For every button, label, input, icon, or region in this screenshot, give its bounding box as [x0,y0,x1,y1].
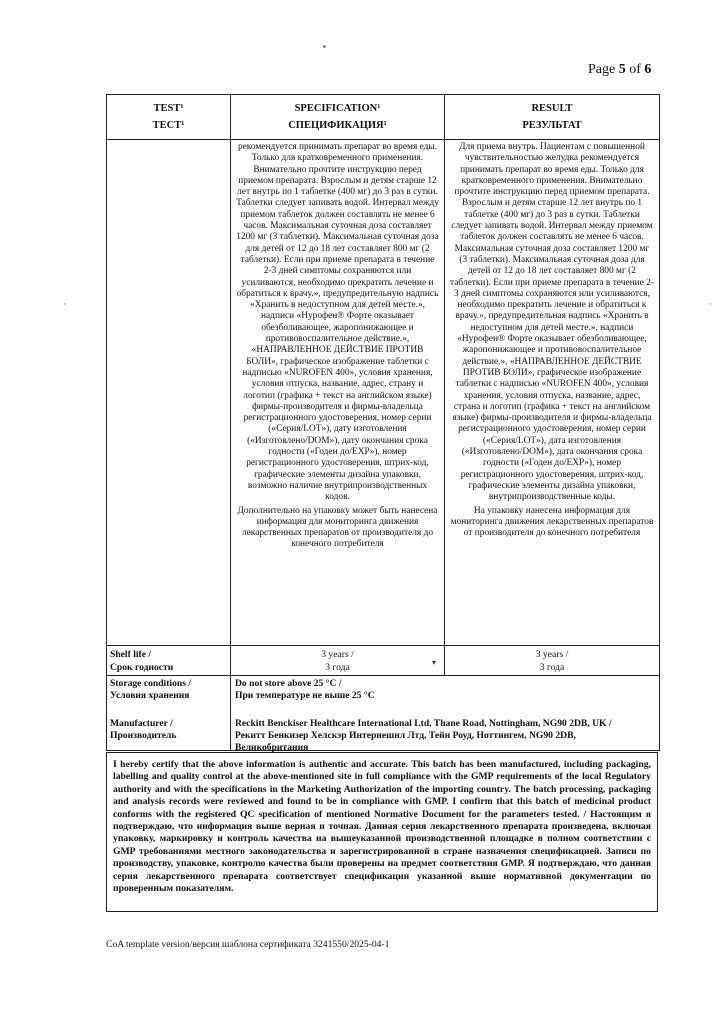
page-of-label: of [629,62,641,77]
certification-statement: I hereby certify that the above information is authentic and accurate. This batch has been manufactured, including packaging, labelling and quality control at the above-mentioned site in full compliance with the GMP requirements of the local Regulatory authority and with the specifications in the Marketing Authorization of the importing country. The batch processing, packaging and analysis records were reviewed and found to be in compliance with GMP. I confirm that this batch of medicinal product conforms with the registered QC specification of mentioned Normative Document for the parameters tested. / Настоящим я подтверждаю, что информация выше верная и точная. Данная серия лекарственного препарата произведена, включая упаковку, маркировку и контроль качества на вышеуказанной производственной площадке в полном соответствии с GMP требованиями местного законодательства и зарегистрированной в стране назначения спецификацией. Записи по производству, упаковке, контролю качества были проверены на предмет соответствия GMP. Я подтверждаю, что данная серия лекарственного препарата соответствует спецификации указанной выше нормативной документации по проверенным показателям. [106,752,658,912]
labelling-row [107,140,659,646]
header-test-en: TEST¹ [153,103,184,114]
manufacturer-value-line1: Reckitt Benckiser Healthcare International Ltd, Thane Road, Nottingham, NG90 2DB, UK / [235,718,612,729]
lower-labels [107,676,231,750]
spec-paragraph: рекомендуется принимать препарат во время еды. Только для кратковременного применения. Внимательно прочтите инструкцию перед приемом препарата. Взрослым и детям старше 12 лет внутрь по 1 таблетке (400 мг) до 3 раз в сутки. Таблетки следует запивать водой. Интервал между приемом таблеток должен составлять не менее 6 часов. Максимальная суточная доза составляет 1200 мг (3 таблетки). Максимальная суточная доза для детей от 12 до 18 лет составляет 800 мг (2 таблетки). Если при приеме препарата в течение 2-3 дней симптомы сохраняются или усиливаются, необходимо прекратить лечение и обратиться к врачу.», предупредительную надпись «Хранить в недоступном для детей месте.», надписи «Нурофен® Форте оказывает обезболивающее, жаропонижающее и противовоспалительное действие.», «НАПРАВЛЕННОЕ ДЕЙСТВИЕ ПРОТИВ БОЛИ», графическое изображение таблетки с надписью «NUROFEN 400», условия хранения, условия отпуска, название, адрес, страну и логотип (графика + текст на английском языке) фирмы-производителя и фирмы-владельца регистрационного удостоверения, номер серии («Серия/LOT»), дату изготовления («Изготовлено/DOM»), дату окончания срока годности («Годен до/EXP»), номер регистрационного удостоверения, штрих-код, графические элементы дизайна упаковки, возможно наличие внутрипроизводственных кодов. [236,142,439,503]
scan-speck: · [63,300,66,309]
labelling-test-cell [107,140,231,645]
page-label: Page [588,62,616,77]
scan-speck: · [709,300,712,309]
result-paragraph: На упаковку нанесена информация для мониторинга движения лекарственных препаратов от производителя до конечного потребителя [450,505,654,539]
shelf-life-result [445,646,659,675]
results-table [106,94,660,751]
header-spec-ru: СПЕЦИФИКАЦИЯ¹ [288,120,387,131]
storage-value-ru: При температуре не выше 25 °C [235,690,375,701]
header-spec-en: SPECIFICATION¹ [294,103,381,114]
shelf-life-label-ru: Срок годности [110,662,174,673]
table-header-row [107,95,659,140]
header-result-ru: РЕЗУЛЬТАТ [522,120,582,131]
labelling-result-cell [445,140,659,645]
shelf-life-spec [231,646,445,675]
header-test [107,95,231,139]
manufacturer-label-ru: Производитель [110,730,177,741]
header-result [445,95,659,139]
manufacturer-value-line2: Рекитт Бенкизер Хелскэр Интернешнл Лтд, Тейн Роуд, Ноттингем, NG90 2DB, [235,730,576,741]
shelf-life-spec-ru: 3 года [325,662,350,673]
storage-label-ru: Условия хранения [110,690,190,701]
manufacturer-value-line3: Великобритания [235,742,309,753]
result-paragraph: Для приема внутрь. Пациентам с повышенной чувствительностью желудка рекомендуется принимать препарат во время еды. Только для кратковременного применения. Внимательно прочтите инструкцию перед приемом препарата. Взрослым и детям старше 12 лет внутрь по 1 таблетке (400 мг) до 3 раз в сутки. Таблетки следует запивать водой. Интервал между приемом таблеток должен составлять не менее 6 часов. Максимальная суточная доза составляет 1200 мг (3 таблетки). Максимальная суточная доза для детей от 12 до 18 лет составляет 800 мг (2 таблетки). Если при приеме препарата в течение 2-3 дней симптомы сохраняются или усиливаются, необходимо прекратить лечение и обратиться к врачу.», предупредительная надпись «Хранить в недоступном для детей месте.», надписи «Нурофен® Форте оказывает обезболивающее, жаропонижающее и противовоспалительное действие.», «НАПРАВЛЕННОЕ ДЕЙСТВИЕ ПРОТИВ БОЛИ», графическое изображение таблетки с надписью «NUROFEN 400», условия хранения, условия отпуска, название, адрес, страна и логотип (графика + текст на английском языке) фирмы-производителя и фирмы-владельца регистрационного удостоверения, номер серии («Серия/LOT»), дата изготовления («Изготовлено/DOM»), дата окончания срока годности («Годен до/EXP»), номер регистрационного удостоверения, штрих-код, графические элементы дизайна упаковки, внутрипроизводственные коды. [450,142,654,503]
template-version-footer: CoA template version/версия шаблона сертификата 3241550/2025-04-1 [106,939,390,950]
spec-paragraph: Дополнительно на упаковку может быть нанесена информация для мониторинга движения лекарственных препаратов от производителя до конечного потребителя [237,505,438,550]
page-current: 5 [618,62,626,77]
scan-speck: ▪ [323,42,326,51]
header-result-en: RESULT [531,103,573,114]
shelf-life-label-en: Shelf life / [110,649,152,660]
scan-speck: ▾ [432,658,437,667]
labelling-spec-cell [231,140,445,645]
shelf-life-result-ru: 3 года [539,662,565,673]
storage-manufacturer-row [107,676,659,753]
storage-label-en: Storage conditions / [110,678,192,689]
header-test-ru: ТЕСТ¹ [152,120,185,131]
shelf-life-row [107,646,659,676]
page-total: 6 [644,62,652,77]
shelf-life-label [107,646,231,675]
manufacturer-label-en: Manufacturer / [110,718,173,729]
shelf-life-result-en: 3 years / [535,649,569,660]
page-number [588,62,651,78]
lower-values [231,676,659,753]
header-specification [231,95,445,139]
storage-value-en: Do not store above 25 °C / [235,678,342,689]
shelf-life-spec-en: 3 years / [321,649,354,660]
